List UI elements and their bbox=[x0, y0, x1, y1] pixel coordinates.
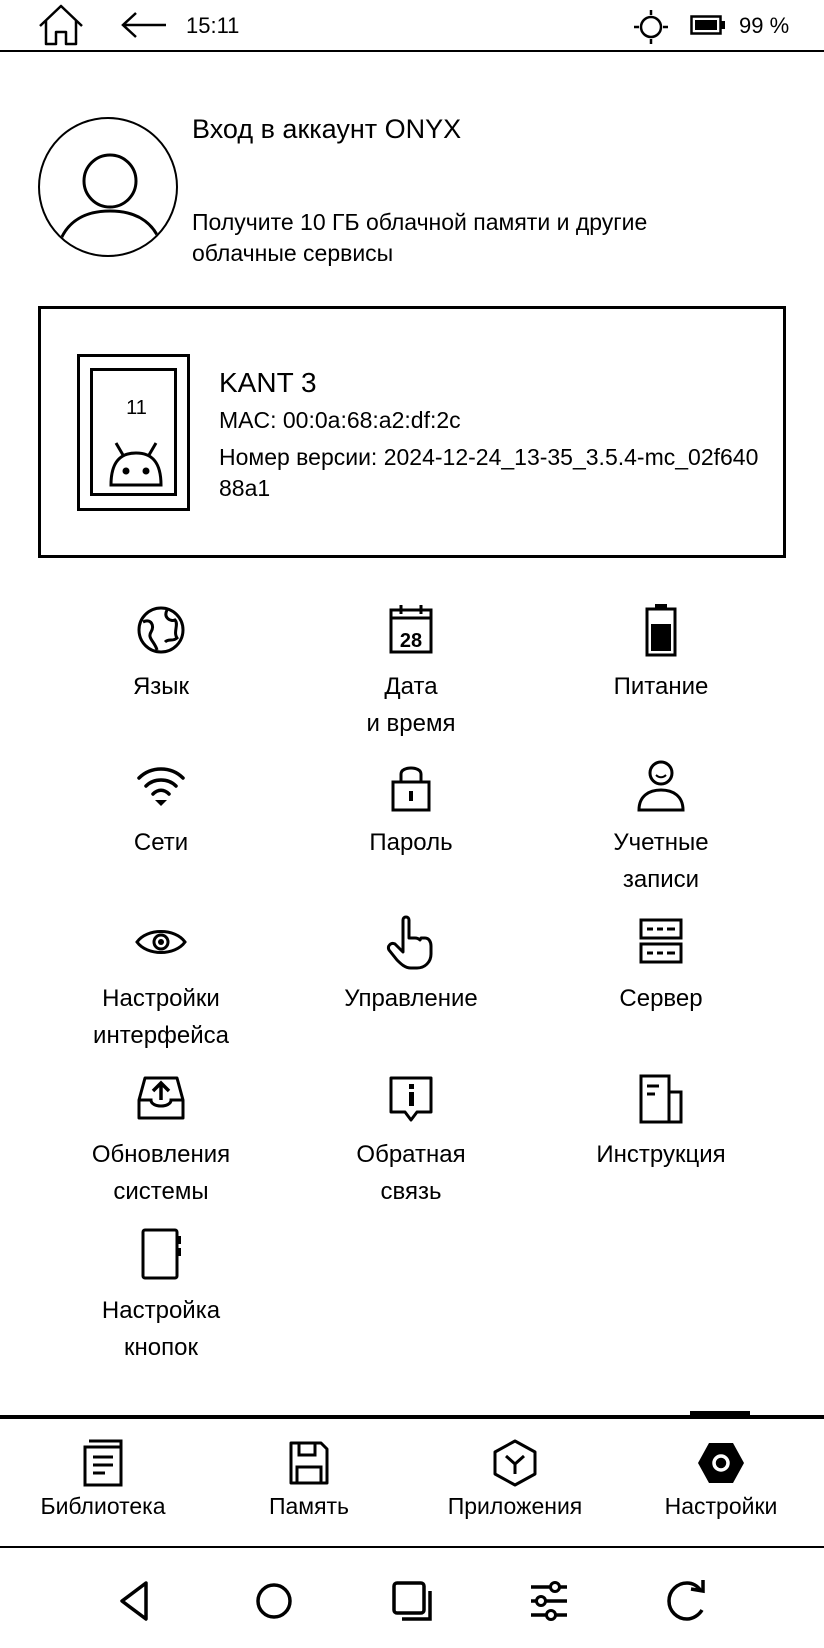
setting-label: Питание bbox=[613, 673, 709, 700]
server-icon bbox=[633, 914, 689, 970]
setting-date-time[interactable] bbox=[286, 602, 536, 742]
nav-apps[interactable] bbox=[412, 1419, 618, 1546]
setting-label: Управление bbox=[344, 985, 478, 1012]
setting-label: Обратная связь bbox=[356, 1141, 466, 1205]
adjust-sliders-icon[interactable] bbox=[525, 1577, 573, 1625]
bottom-navigation bbox=[0, 1415, 824, 1548]
setting-server[interactable] bbox=[536, 914, 786, 1017]
account-login-subtitle: Получите 10 ГБ облачной памяти и другие облачные сервисы bbox=[192, 209, 648, 266]
nav-label: Память bbox=[268, 1493, 350, 1519]
battery-percent: 99 % bbox=[739, 13, 790, 38]
feedback-icon bbox=[383, 1070, 439, 1126]
apps-icon bbox=[491, 1439, 539, 1487]
nav-library[interactable] bbox=[0, 1419, 206, 1546]
setting-controls[interactable] bbox=[286, 914, 536, 1017]
android-icon bbox=[105, 441, 167, 487]
active-tab-indicator bbox=[690, 1411, 750, 1417]
setting-label: Сети bbox=[133, 829, 189, 856]
setting-buttons[interactable] bbox=[36, 1226, 286, 1366]
setting-label: Пароль bbox=[369, 829, 453, 856]
brightness-icon[interactable] bbox=[633, 9, 669, 45]
hand-pointer-icon bbox=[383, 914, 439, 970]
android-version: 11 bbox=[126, 397, 147, 419]
setting-system-updates[interactable] bbox=[36, 1070, 286, 1210]
nav-label: Настройки bbox=[664, 1493, 778, 1519]
setting-label: Инструкция bbox=[596, 1141, 726, 1168]
setting-label: Настройки интерфейса bbox=[93, 985, 229, 1049]
setting-language[interactable] bbox=[36, 602, 286, 705]
setting-power[interactable] bbox=[536, 602, 786, 705]
back-arrow-icon[interactable] bbox=[120, 10, 168, 40]
battery-icon bbox=[690, 15, 726, 35]
setting-label: Настройка кнопок bbox=[101, 1297, 221, 1361]
setting-accounts[interactable] bbox=[536, 758, 786, 898]
avatar[interactable] bbox=[38, 117, 178, 257]
calendar-day: 28 bbox=[399, 630, 423, 652]
nav-label: Приложения bbox=[447, 1493, 583, 1519]
user-icon bbox=[633, 758, 689, 814]
wifi-icon bbox=[133, 758, 189, 814]
back-triangle-icon[interactable] bbox=[112, 1577, 160, 1625]
manual-icon bbox=[633, 1070, 689, 1126]
home-circle-icon[interactable] bbox=[250, 1577, 298, 1625]
setting-feedback[interactable] bbox=[286, 1070, 536, 1210]
inbox-upload-icon bbox=[133, 1070, 189, 1126]
settings-icon bbox=[697, 1439, 745, 1487]
setting-label: Сервер bbox=[619, 985, 703, 1012]
globe-icon bbox=[133, 602, 189, 658]
system-navigation bbox=[0, 1555, 824, 1648]
device-build-number: Номер версии: 2024-12-24_13-35_3.5.4-mc_02f64088a1 bbox=[219, 444, 759, 501]
recents-icon[interactable] bbox=[388, 1577, 436, 1625]
calendar-icon bbox=[383, 602, 439, 658]
refresh-icon[interactable] bbox=[663, 1577, 711, 1625]
nav-label: Библиотека bbox=[40, 1493, 166, 1519]
device-name: KANT 3 bbox=[219, 367, 317, 398]
device-info-card[interactable] bbox=[38, 306, 786, 558]
status-bar bbox=[0, 0, 824, 52]
device-mac: MAC: 00:0a:68:a2:df:2c bbox=[219, 407, 461, 433]
account-login-title[interactable]: Вход в аккаунт ONYX bbox=[192, 114, 462, 144]
device-buttons-icon bbox=[133, 1226, 189, 1282]
setting-label: Учетные записи bbox=[613, 829, 709, 893]
user-avatar-icon bbox=[40, 119, 178, 257]
device-image bbox=[77, 354, 190, 511]
eye-icon bbox=[133, 914, 189, 970]
setting-label: Язык bbox=[132, 673, 190, 700]
lock-icon bbox=[383, 758, 439, 814]
nav-settings[interactable] bbox=[618, 1419, 824, 1546]
setting-networks[interactable] bbox=[36, 758, 286, 861]
setting-interface[interactable] bbox=[36, 914, 286, 1054]
home-icon[interactable] bbox=[38, 4, 84, 46]
battery-icon bbox=[633, 602, 689, 658]
nav-storage[interactable] bbox=[206, 1419, 412, 1546]
setting-label: Обновления системы bbox=[91, 1141, 231, 1205]
setting-password[interactable] bbox=[286, 758, 536, 861]
clock: 15:11 bbox=[186, 13, 240, 38]
library-icon bbox=[79, 1439, 127, 1487]
setting-manual[interactable] bbox=[536, 1070, 786, 1173]
setting-label: Дата и время bbox=[366, 673, 456, 737]
storage-icon bbox=[285, 1439, 333, 1487]
